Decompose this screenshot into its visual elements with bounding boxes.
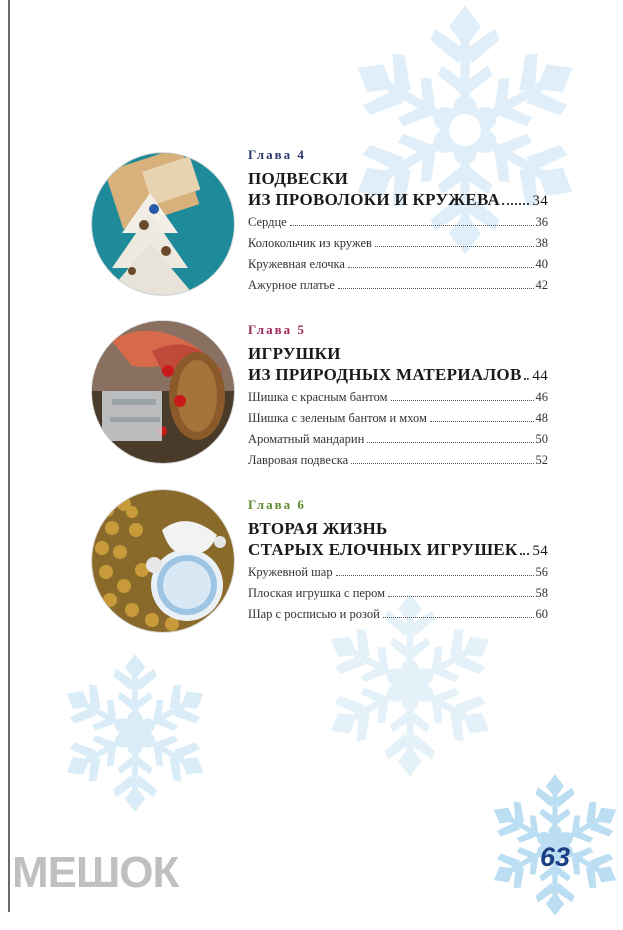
chapter-title-line1: ИГРУШКИ — [248, 344, 341, 363]
toc-entry — [248, 583, 548, 604]
dot-leader — [430, 421, 534, 422]
dot-leader — [388, 596, 533, 597]
entry-page: 56 — [535, 565, 548, 579]
chapter4-thumbnail-lace-tree — [92, 153, 234, 295]
page-edge-rule — [8, 0, 10, 912]
entry-page: 42 — [535, 278, 548, 292]
entry-title: Колокольчик из кружев — [248, 236, 372, 250]
toc-entry — [248, 604, 548, 625]
toc-entry — [248, 275, 548, 296]
entry-title: Сердце — [248, 215, 287, 229]
toc-entry — [248, 408, 548, 429]
page-number: 63 — [540, 842, 571, 872]
toc-entry — [248, 429, 548, 450]
dot-leader — [290, 225, 534, 226]
chapter-5-block — [248, 322, 548, 471]
chapter-title-line1: ПОДВЕСКИ — [248, 169, 349, 188]
entry-page: 60 — [535, 607, 548, 621]
chapter-title-line2: ИЗ ПРИРОДНЫХ МАТЕРИАЛОВ — [248, 365, 522, 384]
entry-title: Кружевная елочка — [248, 257, 345, 271]
toc-entry — [248, 233, 548, 254]
entry-title: Ароматный мандарин — [248, 432, 365, 446]
entry-title: Шар с росписью и розой — [248, 607, 380, 621]
chapter-title-line2: ИЗ ПРОВОЛОКИ И КРУЖЕВА — [248, 190, 501, 209]
chapter-label: Глава 5 — [248, 322, 306, 337]
chapter-title-row — [248, 189, 548, 212]
entry-page: 36 — [535, 215, 548, 229]
dot-leader — [375, 246, 534, 247]
dot-leader — [336, 575, 534, 576]
entry-title: Шишка с красным бантом — [248, 390, 388, 404]
dot-leader — [351, 463, 533, 464]
entry-page: 50 — [535, 432, 548, 446]
entry-title: Плоская игрушка с пером — [248, 586, 386, 600]
watermark-logo: МЕШОК — [12, 848, 179, 897]
toc-entry — [248, 562, 548, 583]
chapter-page-number: 54 — [532, 543, 548, 559]
chapter-title-row — [248, 364, 548, 387]
chapter-page-number: 44 — [532, 368, 548, 384]
toc-entry — [248, 212, 548, 233]
chapter-label: Глава 6 — [248, 497, 306, 512]
toc-entry — [248, 450, 548, 471]
snowflake-decoration-left — [40, 638, 230, 828]
toc-entry — [248, 387, 548, 408]
chapter-label: Глава 4 — [248, 147, 306, 162]
chapter5-thumbnail-pine-cones — [92, 321, 234, 463]
entry-title: Кружевной шар — [248, 565, 333, 579]
chapter-title-row — [248, 539, 548, 562]
dot-leader — [520, 553, 530, 555]
entry-page: 46 — [535, 390, 548, 404]
dot-leader — [338, 288, 534, 289]
dot-leader — [383, 617, 534, 618]
chapter-4-block — [248, 147, 548, 296]
toc-entry — [248, 254, 548, 275]
chapter-6-block — [248, 497, 548, 625]
chapter-title-line1: ВТОРАЯ ЖИЗНЬ — [248, 519, 388, 538]
entry-page: 38 — [535, 236, 548, 250]
entry-page: 40 — [535, 257, 548, 271]
entry-title: Шишка с зеленым бантом и мхом — [248, 411, 427, 425]
entry-title: Лавровая подвеска — [248, 453, 349, 467]
entry-page: 58 — [535, 586, 548, 600]
chapter6-thumbnail-lace-ball — [92, 490, 234, 632]
dot-leader — [367, 442, 533, 443]
dot-leader — [348, 267, 534, 268]
entry-page: 52 — [535, 453, 548, 467]
dot-leader — [524, 378, 530, 380]
entry-page: 48 — [535, 411, 548, 425]
dot-leader — [391, 400, 534, 401]
dot-leader — [502, 203, 529, 205]
chapter-title-line2: СТАРЫХ ЕЛОЧНЫХ ИГРУШЕК — [248, 540, 518, 559]
entry-title: Ажурное платье — [248, 278, 335, 292]
chapter-page-number: 34 — [532, 193, 548, 209]
